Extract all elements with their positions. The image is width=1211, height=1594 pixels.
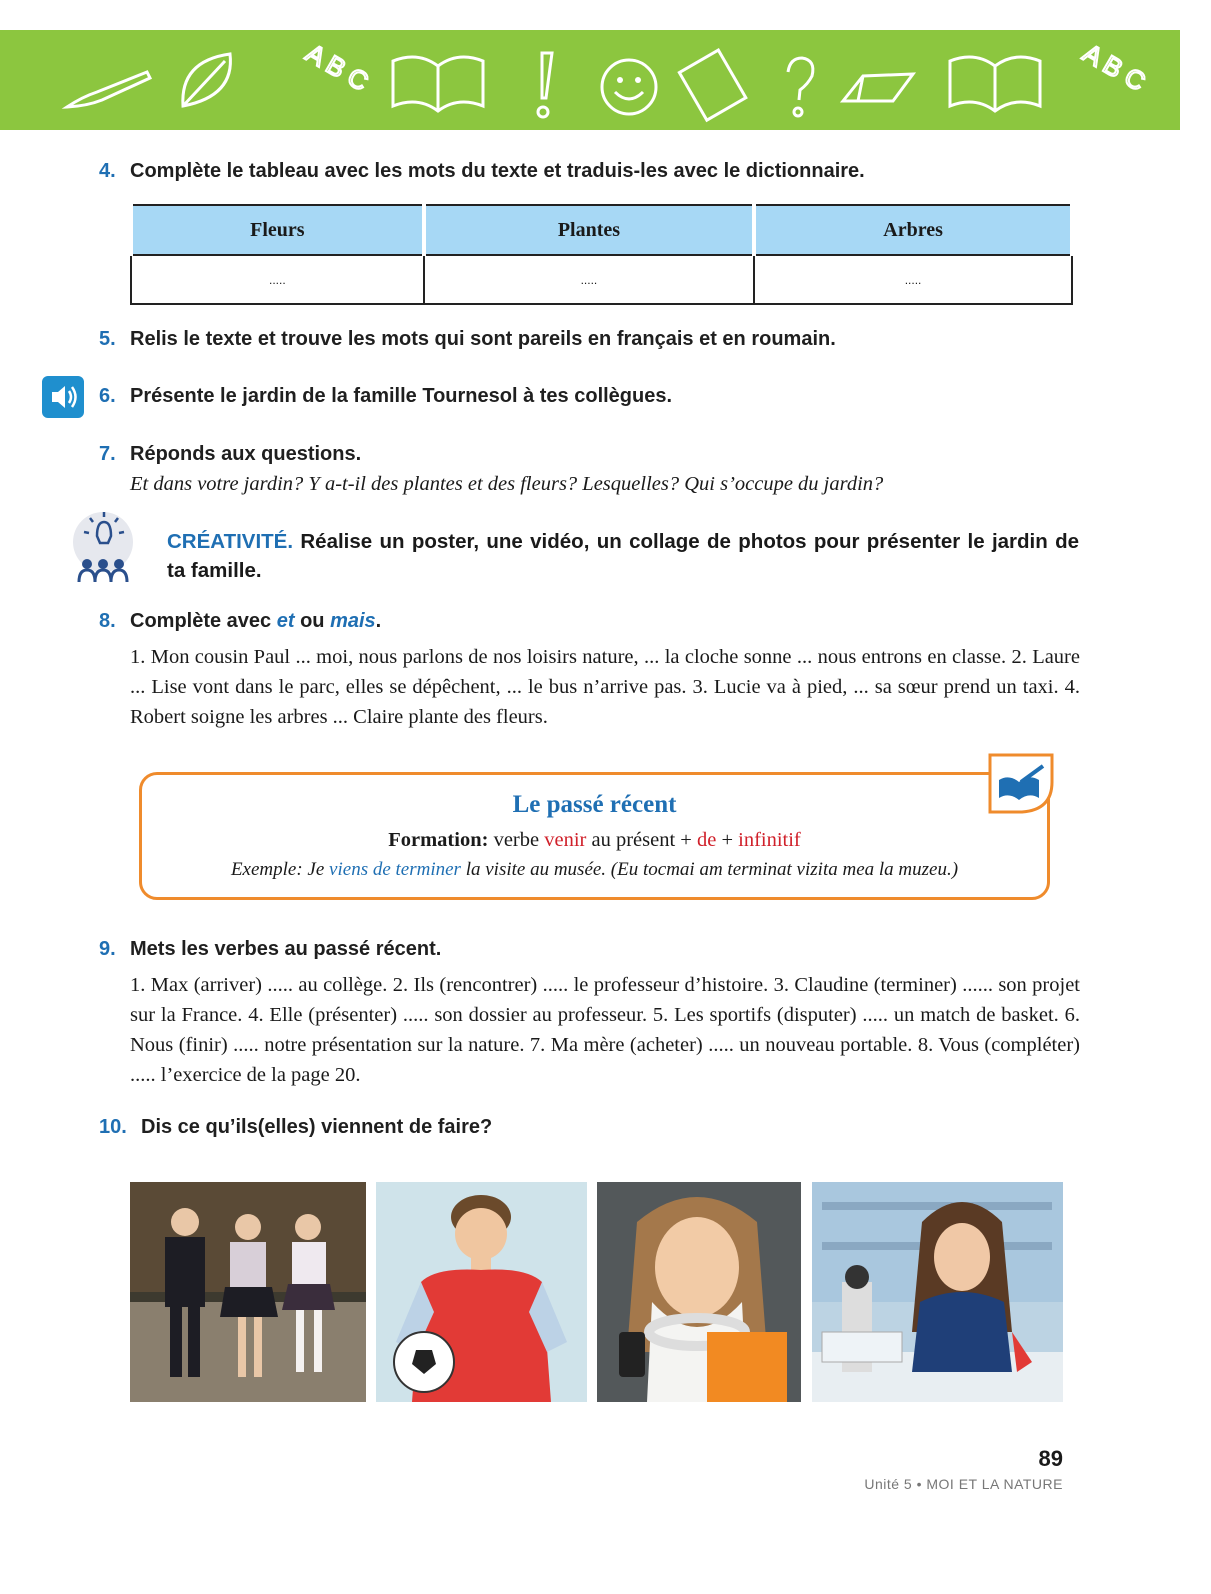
exercise-4-heading [99, 160, 865, 183]
exercise-instruction: Présente le jardin de la famille Tournesol à tes collègues. [130, 385, 673, 407]
exercise-9-heading [99, 938, 441, 961]
table-cell[interactable]: ..... [754, 255, 1072, 304]
exercise-7-questions: Et dans votre jardin? Y a-t-il des plantes et des fleurs? Lesquelles? Qui s’occupe du jardin? [130, 473, 884, 495]
example-text: Exemple: Je [230, 859, 330, 880]
exercise-instruction: Relis le texte et trouve les mots qui sont pareils en français et en roumain. [130, 328, 836, 350]
exercise-instruction: Complète avec [130, 610, 277, 632]
exercise-instruction: Mets les verbes au passé récent. [130, 938, 442, 960]
speaker-icon[interactable] [42, 376, 84, 418]
leaf-icon [175, 46, 240, 116]
formation-label: Formation: [388, 829, 489, 851]
exercise-number: 7. [99, 443, 116, 465]
formation-de: de [696, 829, 717, 851]
table-cell[interactable]: ..... [424, 255, 754, 304]
column-header-arbres: Arbres [754, 205, 1072, 255]
abc-icon [285, 37, 374, 127]
exercise-number: 8. [99, 610, 116, 632]
footer-bullet: • [916, 1476, 922, 1492]
table-header-row [131, 205, 1072, 255]
vocabulary-table [129, 204, 1074, 305]
exercise-9-body: 1. Max (arriver) ..... au collège. 2. Ils (rencontrer) ..... le professeur d’histoire. 3. Claudine (terminer) ...... son projet sur la France. 4. Elle (présenter) ..... son dossier au professeur. 5. Les sportifs (disputer) ..... un match de basket. 6. Nous (finir) ..... notre présentation sur la nature. 7. Ma mère (acheter) ..... un nouveau portable. 8. Vous (compléter) ..... l’exercice de la page 20. [130, 974, 1080, 1086]
svg-text:A B C: A B C [1078, 37, 1151, 97]
exercise-10-heading [99, 1116, 492, 1139]
photo-girl-in-laboratory [812, 1182, 1063, 1402]
keyword-mais: mais [330, 610, 376, 632]
unit-label: Unité 5 [864, 1476, 913, 1492]
table-cell[interactable]: ..... [131, 255, 424, 304]
exercise-number: 10. [99, 1116, 127, 1138]
photo-boy-with-football [376, 1182, 587, 1402]
example-text: la visite au musée. (Eu tocmai am terminat vizita mea la muzeu.) [460, 859, 959, 880]
example-highlight: viens de terminer [329, 859, 461, 880]
smiley-icon [598, 56, 660, 118]
exercise-number: 4. [99, 160, 116, 182]
exercise-number: 5. [99, 328, 116, 350]
paintbrush-icon [62, 62, 157, 112]
grammar-box [139, 772, 1050, 900]
abc-icon-2 [1062, 37, 1151, 127]
eraser-icon [838, 66, 918, 111]
grammar-example [142, 859, 1047, 881]
photo-girl-with-phone-and-headphones [597, 1182, 801, 1402]
top-banner [0, 30, 1180, 130]
unit-footer [864, 1476, 1063, 1492]
photo-children-walking-to-school [130, 1182, 366, 1402]
creativity-task [167, 527, 1079, 585]
grammar-title: Le passé récent [512, 791, 677, 818]
creativity-icon [68, 510, 138, 585]
exercise-7-heading [99, 443, 361, 466]
formation-infinitif: infinitif [738, 829, 801, 851]
exercise-number: 6. [99, 385, 116, 407]
exercise-8-heading [99, 610, 381, 633]
keyword-et: et [276, 610, 295, 632]
notebook-icon [676, 46, 756, 121]
exclamation-icon [530, 48, 560, 123]
column-header-plantes: Plantes [424, 205, 754, 255]
formation-text: + [716, 829, 739, 851]
exercise-5-heading [99, 328, 836, 351]
exercise-number: 9. [99, 938, 116, 960]
column-header-fleurs: Fleurs [131, 205, 424, 255]
formation-text: verbe [488, 829, 545, 851]
formation-text: au présent + [586, 829, 697, 851]
exercise-instruction: Réponds aux questions. [130, 443, 362, 465]
exercise-instruction: Complète le tableau avec les mots du texte et traduis-les avec le dictionnaire. [130, 160, 865, 182]
exercise-instruction-end: . [375, 610, 382, 632]
grammar-formation [142, 829, 1047, 852]
page-number: 89 [1038, 1446, 1063, 1471]
open-book-icon [388, 46, 488, 121]
svg-text:A B C: A B C [301, 37, 374, 97]
exercise-instruction: Dis ce qu’ils(elles) viennent de faire? [141, 1116, 493, 1138]
exercise-6-heading [99, 385, 672, 408]
question-mark-icon [780, 54, 820, 124]
book-pen-icon [987, 752, 1055, 814]
creativity-label: CRÉATIVITÉ. [167, 530, 294, 553]
exercise-8-body: 1. Mon cousin Paul ... moi, nous parlons de nos loisirs nature, ... la cloche sonne ... nous entrons en classe. 2. Laure ... Lise vont dans le parc, elles se dépêchent, ... le bus n’arrive pas. 3. Lucie va à pied, ... sa sœur prend un taxi. 4. Robert soigne les arbres ... Claire plante des fleurs. [130, 646, 1080, 728]
formation-venir: venir [544, 829, 587, 851]
unit-title: MOI ET LA NATURE [926, 1476, 1063, 1492]
open-book-icon-2 [945, 46, 1045, 121]
exercise-instruction-connector: ou [294, 610, 331, 632]
table-row [131, 255, 1072, 304]
creativity-text: Réalise un poster, une vidéo, un collage de photos pour présenter le jardin de ta famille. [167, 530, 1079, 582]
